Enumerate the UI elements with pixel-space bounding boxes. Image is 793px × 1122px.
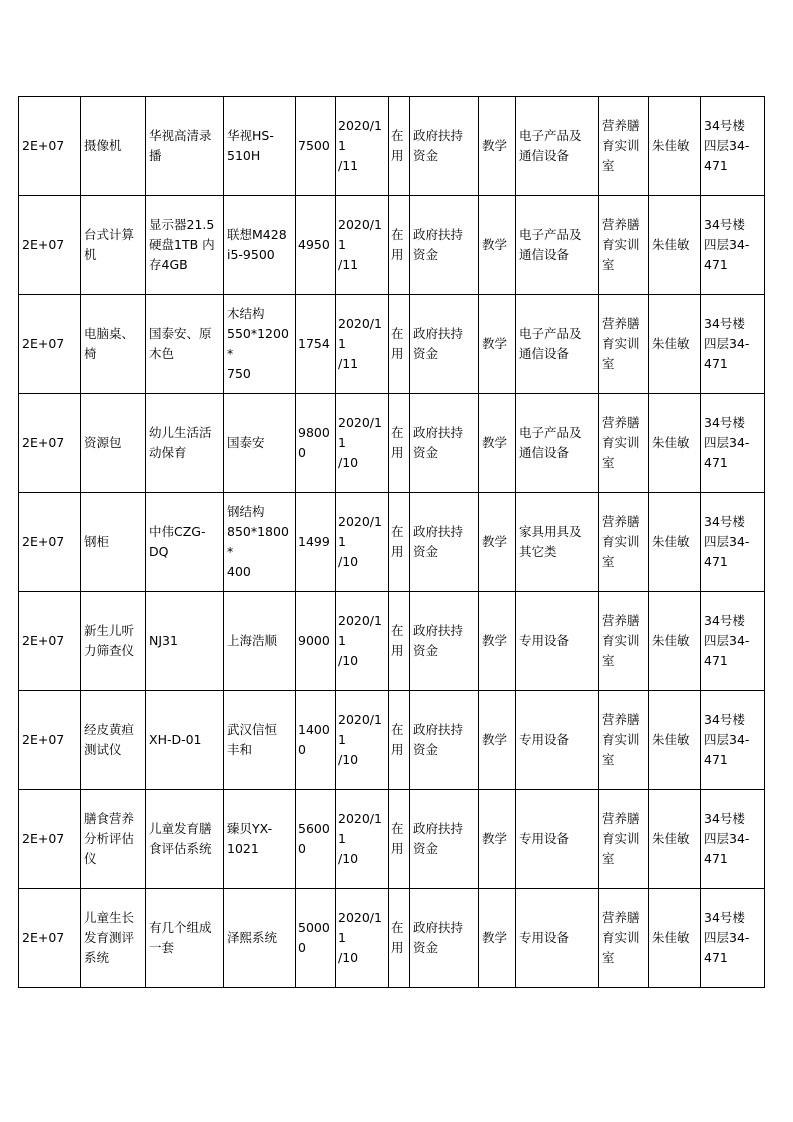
location-cell: 34号楼 四层34- 471 [701,592,765,691]
model-cell: 木结构 550*1200* 750 [224,295,296,394]
funding-source-cell: 政府扶持 资金 [410,592,479,691]
model-cell: 臻贝YX- 1021 [224,790,296,889]
category-cell: 电子产品及 通信设备 [516,196,599,295]
price-cell: 1754 [296,295,336,394]
status-cell: 在 用 [389,295,410,394]
asset-code-cell: 2E+07 [19,97,81,196]
table-row [19,889,765,988]
price-cell: 98000 [296,394,336,493]
model-cell: 泽熙系统 [224,889,296,988]
asset-name-cell: 资源包 [81,394,146,493]
keeper-cell: 朱佳敏 [649,493,701,592]
funding-source-cell: 政府扶持 资金 [410,394,479,493]
purchase-date-cell: 2020/11 /11 [336,295,389,394]
location-cell: 34号楼 四层34- 471 [701,790,765,889]
asset-name-cell: 钢柜 [81,493,146,592]
department-cell: 营养膳 育实训 室 [599,97,649,196]
location-cell: 34号楼 四层34- 471 [701,691,765,790]
department-cell: 营养膳 育实训 室 [599,592,649,691]
location-cell: 34号楼 四层34- 471 [701,394,765,493]
location-cell: 34号楼 四层34- 471 [701,493,765,592]
table-row [19,691,765,790]
asset-code-cell: 2E+07 [19,493,81,592]
asset-code-cell: 2E+07 [19,592,81,691]
asset-table-body [19,97,765,988]
model-cell: 上海浩顺 [224,592,296,691]
asset-table [18,96,765,988]
brand-spec-cell: 儿童发育膳 食评估系统 [146,790,224,889]
price-cell: 14000 [296,691,336,790]
purchase-date-cell: 2020/11 /11 [336,196,389,295]
category-cell: 专用设备 [516,691,599,790]
usage-cell: 教学 [479,97,516,196]
department-cell: 营养膳 育实训 室 [599,295,649,394]
brand-spec-cell: 国泰安、原 木色 [146,295,224,394]
funding-source-cell: 政府扶持 资金 [410,295,479,394]
keeper-cell: 朱佳敏 [649,97,701,196]
brand-spec-cell: 显示器21.5 硬盘1TB 内 存4GB [146,196,224,295]
table-row [19,790,765,889]
asset-code-cell: 2E+07 [19,196,81,295]
price-cell: 50000 [296,889,336,988]
status-cell: 在 用 [389,196,410,295]
table-row [19,592,765,691]
keeper-cell: 朱佳敏 [649,394,701,493]
department-cell: 营养膳 育实训 室 [599,196,649,295]
purchase-date-cell: 2020/11 /10 [336,790,389,889]
asset-name-cell: 电脑桌、 椅 [81,295,146,394]
table-row [19,493,765,592]
usage-cell: 教学 [479,691,516,790]
purchase-date-cell: 2020/11 /10 [336,889,389,988]
usage-cell: 教学 [479,394,516,493]
asset-name-cell: 经皮黄疸 测试仪 [81,691,146,790]
model-cell: 钢结构 850*1800* 400 [224,493,296,592]
usage-cell: 教学 [479,295,516,394]
table-row [19,295,765,394]
department-cell: 营养膳 育实训 室 [599,493,649,592]
category-cell: 专用设备 [516,790,599,889]
status-cell: 在 用 [389,889,410,988]
asset-code-cell: 2E+07 [19,889,81,988]
category-cell: 专用设备 [516,592,599,691]
model-cell: 华视HS- 510H [224,97,296,196]
location-cell: 34号楼 四层34- 471 [701,196,765,295]
department-cell: 营养膳 育实训 室 [599,790,649,889]
status-cell: 在 用 [389,394,410,493]
purchase-date-cell: 2020/11 /10 [336,493,389,592]
asset-code-cell: 2E+07 [19,394,81,493]
table-row [19,97,765,196]
usage-cell: 教学 [479,493,516,592]
category-cell: 家具用具及 其它类 [516,493,599,592]
department-cell: 营养膳 育实训 室 [599,394,649,493]
status-cell: 在 用 [389,493,410,592]
keeper-cell: 朱佳敏 [649,196,701,295]
brand-spec-cell: 有几个组成 一套 [146,889,224,988]
funding-source-cell: 政府扶持 资金 [410,196,479,295]
status-cell: 在 用 [389,790,410,889]
usage-cell: 教学 [479,592,516,691]
status-cell: 在 用 [389,691,410,790]
category-cell: 电子产品及 通信设备 [516,394,599,493]
purchase-date-cell: 2020/11 /10 [336,691,389,790]
location-cell: 34号楼 四层34- 471 [701,97,765,196]
asset-code-cell: 2E+07 [19,790,81,889]
usage-cell: 教学 [479,889,516,988]
category-cell: 电子产品及 通信设备 [516,295,599,394]
status-cell: 在 用 [389,592,410,691]
department-cell: 营养膳 育实训 室 [599,691,649,790]
department-cell: 营养膳 育实训 室 [599,889,649,988]
price-cell: 1499 [296,493,336,592]
price-cell: 56000 [296,790,336,889]
asset-code-cell: 2E+07 [19,691,81,790]
brand-spec-cell: 幼儿生活活 动保育 [146,394,224,493]
table-row [19,196,765,295]
model-cell: 联想M428 i5-9500 [224,196,296,295]
funding-source-cell: 政府扶持 资金 [410,493,479,592]
brand-spec-cell: XH-D-01 [146,691,224,790]
location-cell: 34号楼 四层34- 471 [701,889,765,988]
brand-spec-cell: 中伟CZG- DQ [146,493,224,592]
model-cell: 国泰安 [224,394,296,493]
funding-source-cell: 政府扶持 资金 [410,97,479,196]
model-cell: 武汉信恒 丰和 [224,691,296,790]
brand-spec-cell: NJ31 [146,592,224,691]
asset-name-cell: 新生儿听 力筛查仪 [81,592,146,691]
asset-name-cell: 膳食营养 分析评估 仪 [81,790,146,889]
keeper-cell: 朱佳敏 [649,592,701,691]
price-cell: 4950 [296,196,336,295]
keeper-cell: 朱佳敏 [649,889,701,988]
purchase-date-cell: 2020/11 /11 [336,97,389,196]
funding-source-cell: 政府扶持 资金 [410,889,479,988]
price-cell: 9000 [296,592,336,691]
category-cell: 专用设备 [516,889,599,988]
funding-source-cell: 政府扶持 资金 [410,691,479,790]
funding-source-cell: 政府扶持 资金 [410,790,479,889]
category-cell: 电子产品及 通信设备 [516,97,599,196]
asset-code-cell: 2E+07 [19,295,81,394]
keeper-cell: 朱佳敏 [649,790,701,889]
asset-name-cell: 摄像机 [81,97,146,196]
status-cell: 在 用 [389,97,410,196]
asset-name-cell: 台式计算 机 [81,196,146,295]
brand-spec-cell: 华视高清录 播 [146,97,224,196]
purchase-date-cell: 2020/11 /10 [336,394,389,493]
table-row [19,394,765,493]
usage-cell: 教学 [479,196,516,295]
location-cell: 34号楼 四层34- 471 [701,295,765,394]
keeper-cell: 朱佳敏 [649,691,701,790]
usage-cell: 教学 [479,790,516,889]
price-cell: 7500 [296,97,336,196]
asset-name-cell: 儿童生长 发育测评 系统 [81,889,146,988]
purchase-date-cell: 2020/11 /10 [336,592,389,691]
keeper-cell: 朱佳敏 [649,295,701,394]
